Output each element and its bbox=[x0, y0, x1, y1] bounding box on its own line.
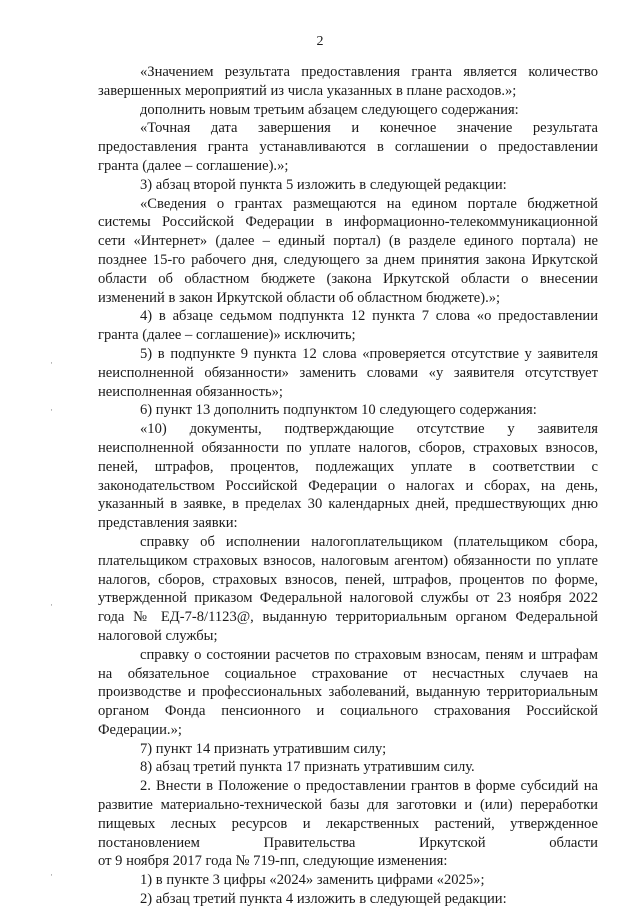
paragraph: «Точная дата завершения и конечное значение результата предоставления гранта устанавливаются в соглашении о предоставлении гранта (далее – соглашение).»; bbox=[98, 120, 598, 174]
paragraph: 2) абзац третий пункта 4 изложить в следующей редакции: bbox=[140, 891, 507, 908]
paragraph: 3) абзац второй пункта 5 изложить в следующей редакции: bbox=[140, 176, 507, 193]
paragraph: 8) абзац третий пункта 17 признать утратившим силу. bbox=[140, 759, 475, 776]
paragraph: 4) в абзаце седьмом подпункта 12 пункта 7 слова «о предоставлении гранта (далее – соглашение)» исключить; bbox=[98, 308, 598, 344]
paragraph: дополнить новым третьим абзацем следующего содержания: bbox=[140, 101, 519, 118]
paragraph: справку об исполнении налогоплательщиком (плательщиком сбора, плательщиком страховых взносов, налоговым агентом) обязанности по уплате налогов, сборов, страховых взносов, пеней, штрафов, процентов по форме, утвержденной приказом Федеральной налоговой службы от 23 ноября 2022 года № ЕД-7-8/1123@, выданную территориальным органом Федеральной налоговой службы; bbox=[98, 533, 598, 644]
page-number: 2 bbox=[316, 34, 324, 49]
scan-mark: · bbox=[50, 870, 53, 880]
paragraph: «Сведения о грантах размещаются на едином портале бюджетной системы Российской Федерации в информационно-телекоммуникационной сети «Интернет» (далее – единый портал) (в разделе единого портала) не позднее 15-го рабочего дня, следующего за днем принятия закона Иркутской области об областном бюджете (закона Иркутской области о внесении изменений в закон Иркутской области об областном бюджете).»; bbox=[98, 195, 598, 306]
scan-mark: · bbox=[50, 358, 53, 368]
paragraph: «Значением результата предоставления гранта является количество завершенных мероприятий из числа указанных в плане расходов.»; bbox=[98, 64, 598, 99]
paragraph: 2. Внести в Положение о предоставлении грантов в форме субсидий на развитие материально-технической базы для заготовки и (или) переработки пищевых лесных ресурсов и лекарственных растений, утвержденное постановлением Правительства Иркутской области bbox=[98, 778, 598, 851]
document-body bbox=[98, 63, 598, 909]
paragraph: справку о состоянии расчетов по страховым взносам, пеням и штрафам на обязательное социальное страхование от несчастных случаев на производстве и профессиональных заболеваний, выданную территориальным органом Фонда пенсионного и социального страхования Российской Федерации.»; bbox=[98, 646, 598, 738]
scan-mark: · bbox=[50, 405, 53, 415]
paragraph: 1) в пункте 3 цифры «2024» заменить цифрами «2025»; bbox=[140, 872, 485, 889]
paragraph: 5) в подпункте 9 пункта 12 слова «проверяется отсутствие у заявителя неисполненной обязанности» заменить словами «у заявителя отсутствует неисполненная обязанность»; bbox=[98, 345, 598, 400]
scan-mark: · bbox=[50, 600, 53, 610]
paragraph: «10) документы, подтверждающие отсутствие у заявителя неисполненной обязанности по уплате налогов, сборов, страховых взносов, пеней, штрафов, процентов, подлежащих уплате в соответствии с законодательством Российской Федерации о налогах и сборах, на день, указанный в заявке, в пределах 30 календарных дней, предшествующих дню представления заявки: bbox=[98, 421, 598, 532]
paragraph: 7) пункт 14 признать утратившим силу; bbox=[140, 740, 387, 757]
paragraph: от 9 ноября 2017 года № 719-пп, следующие изменения: bbox=[98, 853, 448, 870]
paragraph: 6) пункт 13 дополнить подпунктом 10 следующего содержания: bbox=[140, 402, 537, 419]
